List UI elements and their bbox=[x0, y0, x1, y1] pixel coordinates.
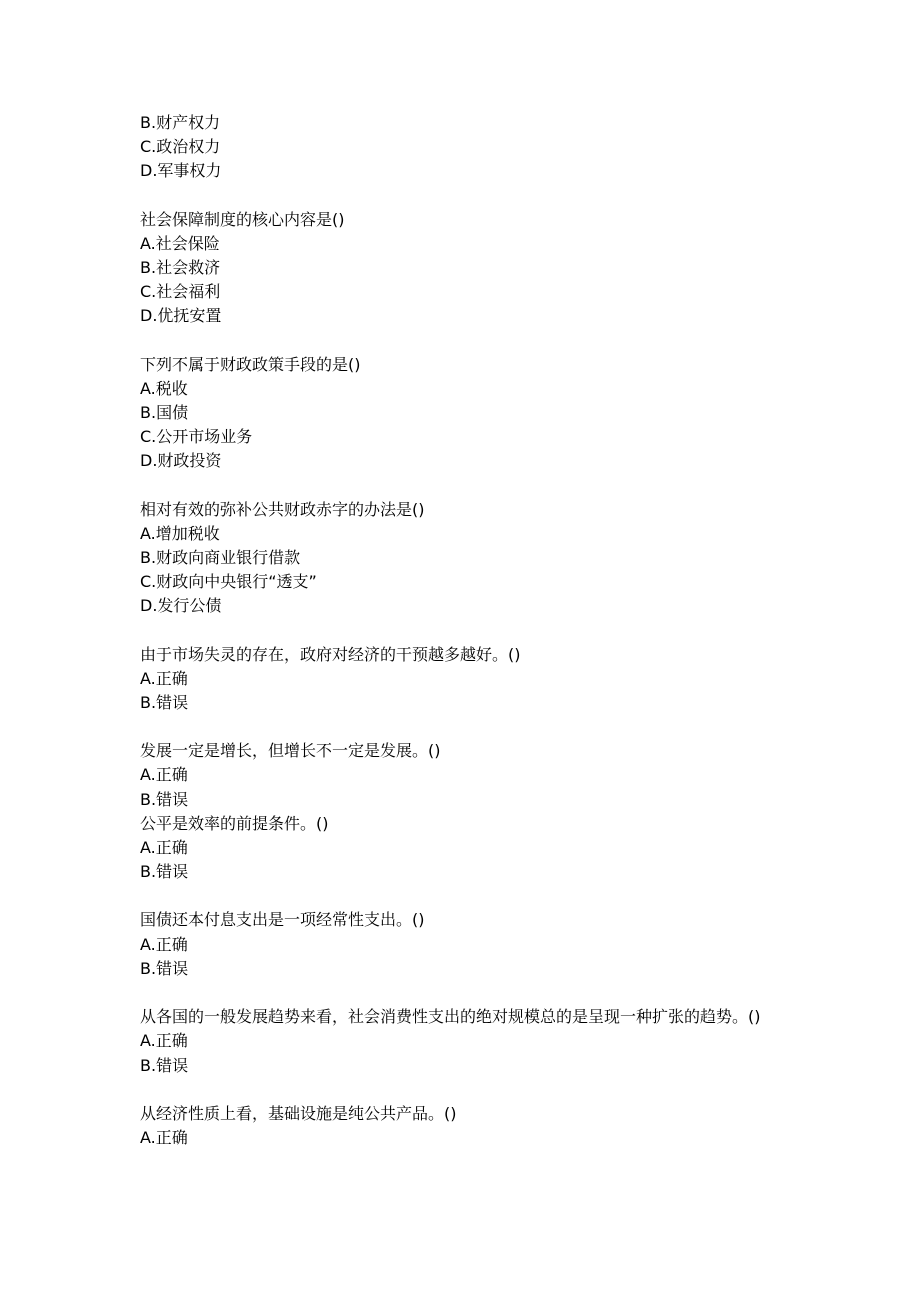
option-b: B.社会救济 bbox=[140, 258, 221, 278]
option-a: A.增加税收 bbox=[140, 523, 220, 543]
question-text: 从经济性质上看，基础设施是纯公共产品。() bbox=[140, 1103, 457, 1123]
question-text: 下列不属于财政政策手段的是() bbox=[140, 354, 361, 374]
option-a: A.正确 bbox=[140, 1031, 188, 1051]
option-c: C.政治权力 bbox=[140, 137, 221, 157]
document-page bbox=[140, 111, 790, 1150]
option-b: B.错误 bbox=[140, 862, 189, 882]
option-a: A.正确 bbox=[140, 668, 188, 688]
question-block-10 bbox=[140, 1102, 790, 1150]
option-b: B.错误 bbox=[140, 1055, 189, 1075]
question-text: 从各国的一般发展趋势来看，社会消费性支出的绝对规模总的是呈现一种扩张的趋势。() bbox=[140, 1007, 761, 1027]
question-block-6 bbox=[140, 739, 790, 812]
option-c: C.社会福利 bbox=[140, 282, 221, 302]
option-a: A.正确 bbox=[140, 838, 188, 858]
option-d: D.优抚安置 bbox=[140, 306, 222, 326]
option-d: D.发行公债 bbox=[140, 596, 222, 616]
option-b: B.错误 bbox=[140, 693, 189, 713]
question-block-4 bbox=[140, 498, 790, 619]
option-a: A.正确 bbox=[140, 765, 188, 785]
option-c: C.公开市场业务 bbox=[140, 427, 253, 447]
question-text: 社会保障制度的核心内容是() bbox=[140, 209, 345, 229]
option-b: B.财政向商业银行借款 bbox=[140, 548, 301, 568]
option-c: C.财政向中央银行“透支” bbox=[140, 572, 317, 592]
question-block-8 bbox=[140, 908, 790, 981]
option-b: B.国债 bbox=[140, 403, 189, 423]
option-a: A.税收 bbox=[140, 378, 188, 398]
option-d: D.财政投资 bbox=[140, 451, 222, 471]
question-text: 国债还本付息支出是一项经常性支出。() bbox=[140, 910, 425, 930]
option-a: A.正确 bbox=[140, 934, 188, 954]
option-a: A.正确 bbox=[140, 1127, 188, 1147]
question-text: 相对有效的弥补公共财政赤字的办法是() bbox=[140, 499, 425, 519]
option-a: A.社会保险 bbox=[140, 233, 220, 253]
question-block-7 bbox=[140, 812, 790, 885]
question-text: 由于市场失灵的存在，政府对经济的干预越多越好。() bbox=[140, 644, 521, 664]
question-block-9 bbox=[140, 1005, 790, 1078]
question-block-5 bbox=[140, 643, 790, 716]
question-block-2 bbox=[140, 208, 790, 329]
option-b: B.错误 bbox=[140, 958, 189, 978]
question-text: 公平是效率的前提条件。() bbox=[140, 813, 329, 833]
question-block-1 bbox=[140, 111, 790, 184]
option-d: D.军事权力 bbox=[140, 161, 222, 181]
question-text: 发展一定是增长，但增长不一定是发展。() bbox=[140, 741, 441, 761]
option-b: B.错误 bbox=[140, 789, 189, 809]
option-b: B.财产权力 bbox=[140, 113, 221, 132]
question-block-3 bbox=[140, 353, 790, 474]
